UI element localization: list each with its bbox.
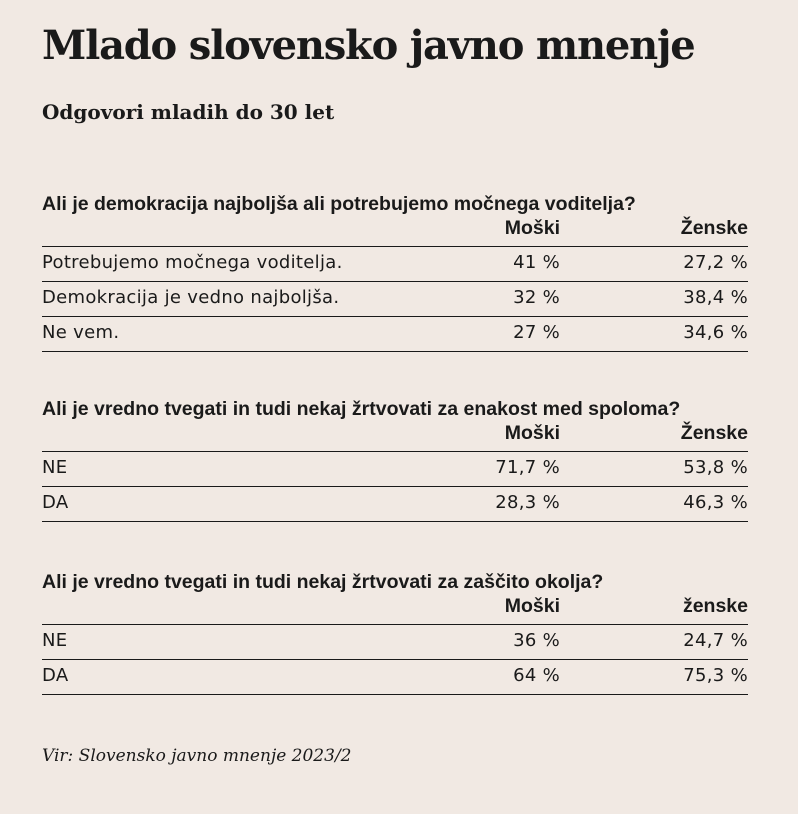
row-label: Demokracija je vedno najboljša. — [42, 287, 340, 308]
table-header — [42, 597, 748, 625]
value-women: 38,4 % — [683, 287, 748, 308]
question-title: Ali je demokracija najboljša ali potrebujemo močnega voditelja? — [42, 193, 636, 215]
column-header-men: Moški — [504, 595, 560, 617]
table-header — [42, 424, 748, 452]
page-subtitle: Odgovori mladih do 30 let — [42, 100, 335, 124]
row-label: DA — [42, 492, 69, 513]
column-header-women: ženske — [682, 595, 748, 617]
column-header-women: Ženske — [680, 422, 748, 444]
row-label: NE — [42, 630, 68, 651]
question-title: Ali je vredno tvegati in tudi nekaj žrtvovati za enakost med spoloma? — [42, 398, 681, 420]
question-title: Ali je vredno tvegati in tudi nekaj žrtvovati za zaščito okolja? — [42, 571, 604, 593]
table-row — [42, 487, 748, 522]
value-women: 24,7 % — [683, 630, 748, 651]
table-row — [42, 282, 748, 317]
column-header-men: Moški — [504, 217, 560, 239]
table-environment — [42, 567, 748, 695]
table-row — [42, 625, 748, 660]
value-men: 27 % — [513, 322, 560, 343]
table-row — [42, 452, 748, 487]
value-women: 46,3 % — [683, 492, 748, 513]
column-header-men: Moški — [504, 422, 560, 444]
source-note: Vir: Slovensko javno mnenje 2023/2 — [42, 746, 352, 766]
table-row — [42, 660, 748, 695]
value-women: 53,8 % — [683, 457, 748, 478]
table-header — [42, 219, 748, 247]
value-men: 28,3 % — [495, 492, 560, 513]
value-women: 34,6 % — [683, 322, 748, 343]
value-men: 32 % — [513, 287, 560, 308]
table-gender-equality — [42, 394, 748, 522]
value-men: 71,7 % — [495, 457, 560, 478]
value-men: 64 % — [513, 665, 560, 686]
value-men: 41 % — [513, 252, 560, 273]
row-label: Potrebujemo močnega voditelja. — [42, 252, 343, 273]
row-label: Ne vem. — [42, 322, 120, 343]
table-row — [42, 247, 748, 282]
row-label: DA — [42, 665, 69, 686]
value-women: 27,2 % — [683, 252, 748, 273]
value-women: 75,3 % — [683, 665, 748, 686]
table-democracy — [42, 189, 748, 352]
row-label: NE — [42, 457, 68, 478]
page-title: Mlado slovensko javno mnenje — [42, 22, 695, 69]
table-row — [42, 317, 748, 352]
value-men: 36 % — [513, 630, 560, 651]
column-header-women: Ženske — [680, 217, 748, 239]
